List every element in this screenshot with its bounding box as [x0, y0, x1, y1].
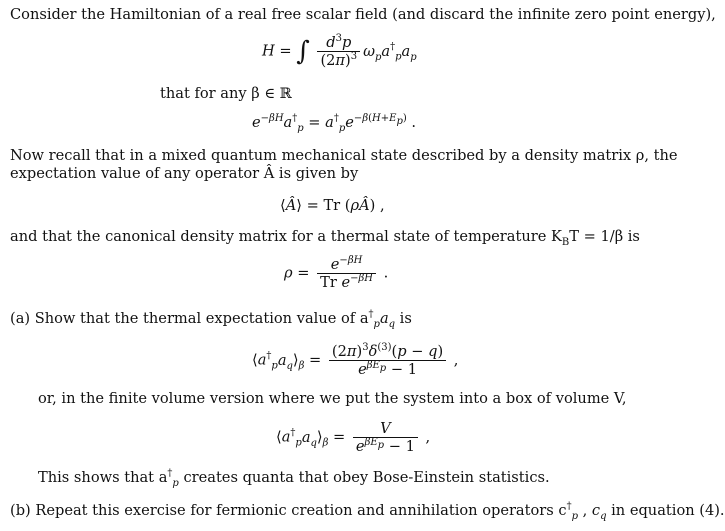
- canonical-text: and that the canonical density matrix for a thermal state of temperature K: [10, 228, 562, 245]
- part-b-tail: in equation (4).: [606, 502, 725, 519]
- part-a-line: (a) Show that the thermal expectation value of $a^\dagger_pa_q$ is: [10, 309, 412, 330]
- bose-text: This shows that a: [38, 469, 168, 486]
- finite-equation: $⟨a^\dagger_pa_q⟩_\beta$ = $\frac{V}{e^{\beta E_p} - 1}$ ,: [276, 420, 431, 455]
- intro-line: Consider the Hamiltonian of a real free scalar field (and discard the infinite zero point energy),: [10, 6, 716, 23]
- finite-volume-line: or, in the finite volume version where we put the system into a box of volume V,: [38, 390, 627, 407]
- part-b-text: (b) Repeat this exercise for fermionic creation and annihilation operators c: [10, 502, 567, 519]
- expectation-equation: ⟨Â⟩ = Tr (ρÂ) ,: [280, 197, 385, 214]
- part-a-tail: is: [395, 310, 412, 327]
- recall-line-2: expectation value of any operator Â is given by: [10, 165, 359, 182]
- bose-tail: creates quanta that obey Bose-Einstein statistics.: [178, 469, 550, 486]
- part-a-text: (a) Show that the thermal expectation value of a: [10, 310, 369, 327]
- hamiltonian-equation: H = ∫ $\frac{d^3p}{(2\pi)^3}$ $\omega_pa^\dagger_pa_p$: [262, 33, 417, 69]
- density-equation: ρ = $\frac{e^{-\beta H}}{Tr e^{-\beta H}}$ .: [284, 255, 389, 291]
- commutation-equation: $e^{-\beta H}a^\dagger_p = a^\dagger_pe^{-\beta(H+E_p)}$ .: [252, 113, 417, 134]
- any-beta-line: that for any β ∈ ℝ: [160, 85, 292, 102]
- canonical-tail: T = 1/β is: [569, 228, 640, 245]
- recall-line-1: Now recall that in a mixed quantum mechanical state described by a density matrix ρ, the: [10, 147, 678, 164]
- part-b-line: (b) Repeat this exercise for fermionic creation and annihilation operators $c^\dagger_p$ , $c_q$ in equation (4).: [10, 501, 725, 522]
- bose-line: This shows that $a^\dagger_p$ creates quanta that obey Bose-Einstein statistics.: [38, 468, 550, 489]
- canonical-line: and that the canonical density matrix for a thermal state of temperature $K_BT = 1/\beta$ is: [10, 228, 640, 248]
- thermal-equation: $⟨a^\dagger_pa_q⟩_\beta$ = $\frac{(2\pi)^3\delta^{(3)}(p - q)}{e^{\beta E_p} - 1}$ ,: [252, 342, 459, 378]
